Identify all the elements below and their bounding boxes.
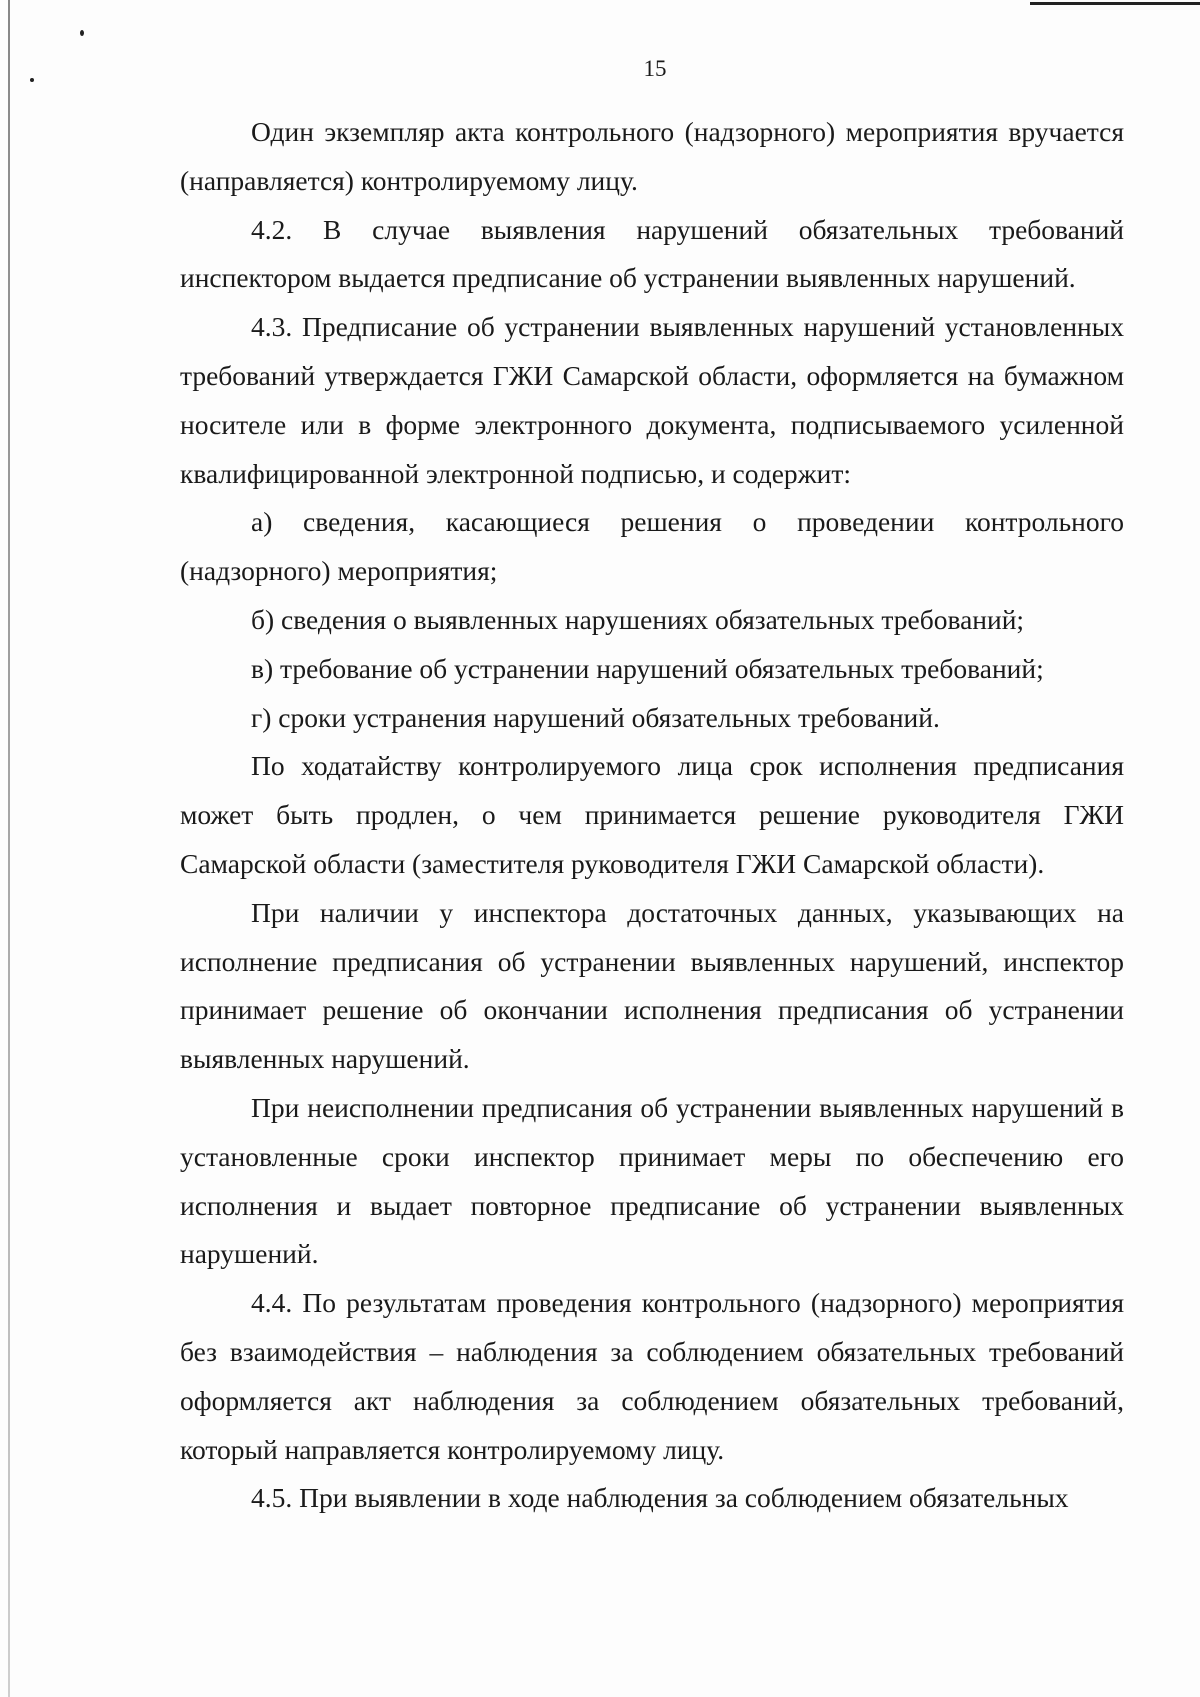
- paragraph: При неисполнении предписания об устранении выявленных нарушений в установленные сроки инспектор принимает меры по обеспечению его исполнения и выдает повторное предписание об устранении выявленных нарушений.: [180, 1091, 1124, 1270]
- paragraph: 4.2. В случае выявления нарушений обязательных требований инспектором выдается предписание об устранении выявленных нарушений.: [180, 213, 1124, 294]
- paragraph: 4.3. Предписание об устранении выявленных нарушений установленных требований утверждается ГЖИ Самарской области, оформляется на бумажном носителе или в форме электронного документа, подписываемого усиленной квалифицированной электронной подписью, и содержит:: [180, 311, 1124, 489]
- paragraph: в) требование об устранении нарушений обязательных требований;: [251, 652, 1044, 684]
- paragraph: б) сведения о выявленных нарушениях обязательных требований;: [251, 603, 1025, 635]
- scan-left-edge: [8, 0, 10, 1697]
- paragraph: г) сроки устранения нарушений обязательных требований.: [251, 701, 940, 733]
- paragraph: а) сведения, касающиеся решения о проведении контрольного (надзорного) мероприятия;: [180, 506, 1124, 587]
- paragraph: 4.4. По результатам проведения контрольного (надзорного) мероприятия без взаимодействия – наблюдения за соблюдением обязательных требований оформляется акт наблюдения за соблюдением обязательных требований, который направляется контролируемому лицу.: [180, 1287, 1124, 1465]
- paragraph: Один экземпляр акта контрольного (надзорного) мероприятия вручается (направляется) контролируемому лицу.: [180, 116, 1124, 196]
- scan-speck: [80, 30, 84, 36]
- paragraph: При наличии у инспектора достаточных данных, указывающих на исполнение предписания об устранении выявленных нарушений, инспектор принимает решение об окончании исполнения предписания об устранении выявленных нарушений.: [180, 896, 1124, 1075]
- body-text: [180, 108, 1124, 1523]
- page-number: 15: [643, 56, 667, 81]
- paragraph: 4.5. При выявлении в ходе наблюдения за соблюдением обязательных: [251, 1482, 1069, 1514]
- paragraph: По ходатайству контролируемого лица срок исполнения предписания может быть продлен, о чем принимается решение руководителя ГЖИ Самарской области (заместителя руководителя ГЖИ Самарской области).: [180, 750, 1124, 879]
- scan-top-rule: [1030, 2, 1200, 5]
